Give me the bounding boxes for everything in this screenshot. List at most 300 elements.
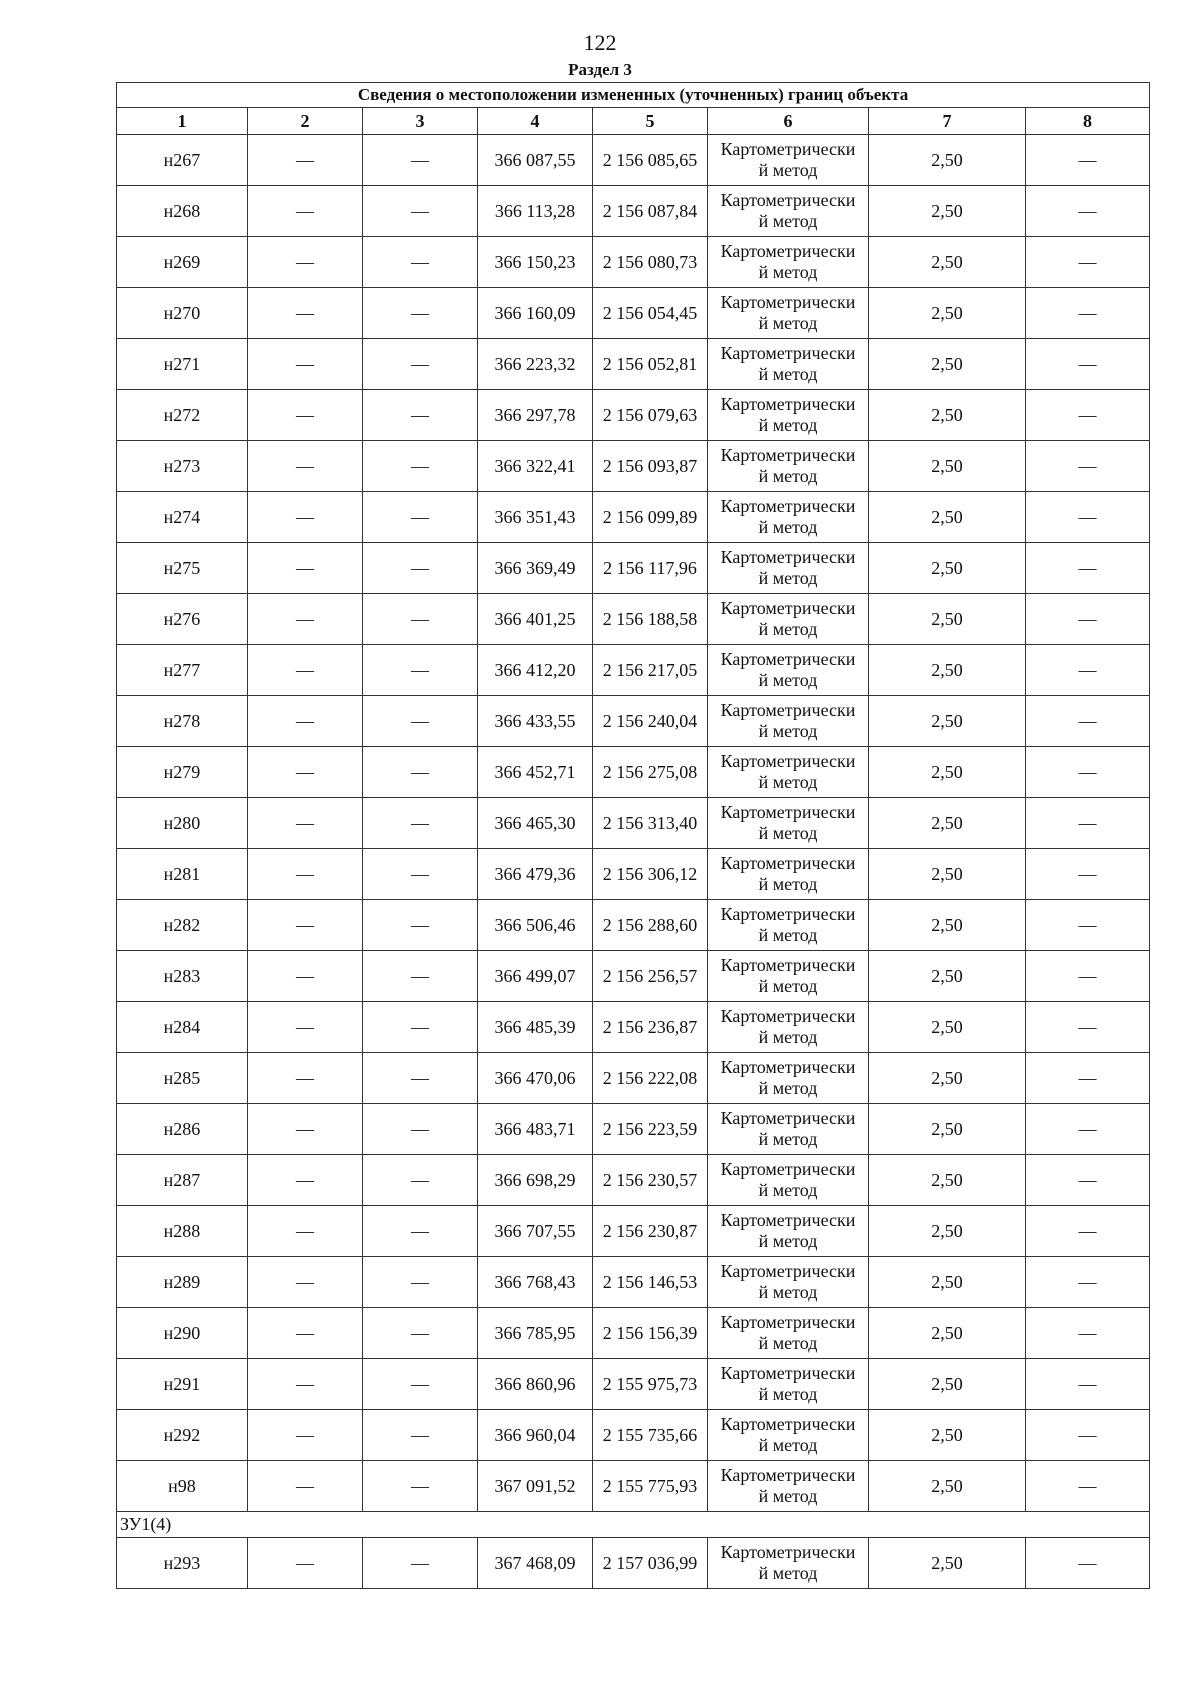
x-coordinate-cell: 366 412,20: [478, 645, 593, 696]
table-row: [117, 339, 1150, 390]
table-row: [117, 900, 1150, 951]
method-line: Картометрически: [720, 598, 856, 618]
method-line: Картометрически: [720, 853, 856, 873]
method-line: Картометрически: [720, 445, 856, 465]
x-coordinate-cell: 366 479,36: [478, 849, 593, 900]
dash-cell: —: [248, 1257, 363, 1308]
method-cell: [708, 900, 869, 951]
y-coordinate-cell: 2 156 085,65: [593, 135, 708, 186]
dash-cell: —: [1026, 900, 1150, 951]
x-coordinate-cell: 366 351,43: [478, 492, 593, 543]
accuracy-cell: 2,50: [869, 237, 1026, 288]
point-cell: н277: [117, 645, 248, 696]
y-coordinate-cell: 2 156 222,08: [593, 1053, 708, 1104]
method-line: й метод: [758, 925, 818, 945]
dash-cell: —: [363, 645, 478, 696]
method-line: й метод: [758, 1180, 818, 1200]
method-line: Картометрически: [720, 1006, 856, 1026]
accuracy-cell: 2,50: [869, 441, 1026, 492]
point-cell: н273: [117, 441, 248, 492]
table-caption-row: [117, 83, 1150, 108]
dash-cell: —: [248, 1002, 363, 1053]
accuracy-cell: 2,50: [869, 900, 1026, 951]
table-row: [117, 1155, 1150, 1206]
dash-cell: —: [248, 492, 363, 543]
dash-cell: —: [248, 288, 363, 339]
dash-cell: —: [363, 390, 478, 441]
table-row: [117, 1538, 1150, 1589]
method-cell: [708, 1461, 869, 1512]
dash-cell: —: [248, 849, 363, 900]
method-line: й метод: [758, 517, 818, 537]
point-cell: н281: [117, 849, 248, 900]
method-line: й метод: [758, 568, 818, 588]
method-cell: [708, 288, 869, 339]
accuracy-cell: 2,50: [869, 1359, 1026, 1410]
table-row: [117, 1461, 1150, 1512]
method-line: Картометрически: [720, 751, 856, 771]
method-cell: [708, 1410, 869, 1461]
method-cell: [708, 849, 869, 900]
dash-cell: —: [363, 1002, 478, 1053]
method-line: Картометрически: [720, 1210, 856, 1230]
dash-cell: —: [363, 747, 478, 798]
table-row: [117, 1359, 1150, 1410]
column-header: 2: [248, 108, 363, 135]
dash-cell: —: [248, 1538, 363, 1589]
method-line: Картометрически: [720, 343, 856, 363]
x-coordinate-cell: 366 860,96: [478, 1359, 593, 1410]
column-header: 6: [708, 108, 869, 135]
method-cell: [708, 441, 869, 492]
accuracy-cell: 2,50: [869, 1206, 1026, 1257]
dash-cell: —: [248, 441, 363, 492]
method-cell: [708, 1206, 869, 1257]
method-cell: [708, 951, 869, 1002]
x-coordinate-cell: 366 401,25: [478, 594, 593, 645]
point-cell: н293: [117, 1538, 248, 1589]
dash-cell: —: [248, 135, 363, 186]
dash-cell: —: [1026, 441, 1150, 492]
x-coordinate-cell: 366 452,71: [478, 747, 593, 798]
dash-cell: —: [1026, 747, 1150, 798]
accuracy-cell: 2,50: [869, 492, 1026, 543]
y-coordinate-cell: 2 156 230,87: [593, 1206, 708, 1257]
dash-cell: —: [363, 798, 478, 849]
dash-cell: —: [363, 1155, 478, 1206]
method-line: Картометрически: [720, 496, 856, 516]
method-line: й метод: [758, 1333, 818, 1353]
table-row: [117, 1053, 1150, 1104]
method-line: Картометрически: [720, 547, 856, 567]
table-row: [117, 1002, 1150, 1053]
dash-cell: —: [363, 1308, 478, 1359]
accuracy-cell: 2,50: [869, 1538, 1026, 1589]
point-cell: н280: [117, 798, 248, 849]
accuracy-cell: 2,50: [869, 1002, 1026, 1053]
method-cell: [708, 696, 869, 747]
y-coordinate-cell: 2 156 146,53: [593, 1257, 708, 1308]
method-cell: [708, 492, 869, 543]
y-coordinate-cell: 2 156 156,39: [593, 1308, 708, 1359]
table-row: [117, 543, 1150, 594]
dash-cell: —: [248, 747, 363, 798]
x-coordinate-cell: 366 160,09: [478, 288, 593, 339]
dash-cell: —: [248, 951, 363, 1002]
method-cell: [708, 1538, 869, 1589]
method-line: й метод: [758, 721, 818, 741]
dash-cell: —: [363, 594, 478, 645]
point-cell: н274: [117, 492, 248, 543]
method-line: Картометрически: [720, 1465, 856, 1485]
dash-cell: —: [1026, 237, 1150, 288]
column-header: 7: [869, 108, 1026, 135]
dash-cell: —: [248, 543, 363, 594]
point-cell: н286: [117, 1104, 248, 1155]
y-coordinate-cell: 2 155 775,93: [593, 1461, 708, 1512]
dash-cell: —: [363, 1461, 478, 1512]
dash-cell: —: [248, 339, 363, 390]
dash-cell: —: [363, 339, 478, 390]
accuracy-cell: 2,50: [869, 135, 1026, 186]
dash-cell: —: [1026, 1308, 1150, 1359]
dash-cell: —: [1026, 390, 1150, 441]
table-row: [117, 798, 1150, 849]
dash-cell: —: [363, 543, 478, 594]
table-row: [117, 594, 1150, 645]
dash-cell: —: [248, 1410, 363, 1461]
x-coordinate-cell: 366 322,41: [478, 441, 593, 492]
accuracy-cell: 2,50: [869, 645, 1026, 696]
y-coordinate-cell: 2 156 080,73: [593, 237, 708, 288]
x-coordinate-cell: 366 768,43: [478, 1257, 593, 1308]
method-cell: [708, 543, 869, 594]
dash-cell: —: [1026, 186, 1150, 237]
method-cell: [708, 798, 869, 849]
table-row: [117, 390, 1150, 441]
accuracy-cell: 2,50: [869, 1155, 1026, 1206]
table-row: [117, 1104, 1150, 1155]
x-coordinate-cell: 366 223,32: [478, 339, 593, 390]
dash-cell: —: [248, 1155, 363, 1206]
dash-cell: —: [363, 900, 478, 951]
method-cell: [708, 1308, 869, 1359]
method-line: й метод: [758, 1384, 818, 1404]
y-coordinate-cell: 2 156 275,08: [593, 747, 708, 798]
accuracy-cell: 2,50: [869, 339, 1026, 390]
dash-cell: —: [363, 1053, 478, 1104]
point-cell: н279: [117, 747, 248, 798]
x-coordinate-cell: 366 150,23: [478, 237, 593, 288]
dash-cell: —: [248, 390, 363, 441]
method-cell: [708, 594, 869, 645]
y-coordinate-cell: 2 155 735,66: [593, 1410, 708, 1461]
y-coordinate-cell: 2 156 217,05: [593, 645, 708, 696]
dash-cell: —: [363, 951, 478, 1002]
method-line: й метод: [758, 415, 818, 435]
method-line: Картометрически: [720, 241, 856, 261]
table-row: [117, 747, 1150, 798]
dash-cell: —: [363, 135, 478, 186]
method-line: Картометрически: [720, 700, 856, 720]
x-coordinate-cell: 366 470,06: [478, 1053, 593, 1104]
method-line: й метод: [758, 1129, 818, 1149]
column-header: 8: [1026, 108, 1150, 135]
accuracy-cell: 2,50: [869, 1257, 1026, 1308]
dash-cell: —: [363, 849, 478, 900]
y-coordinate-cell: 2 156 093,87: [593, 441, 708, 492]
dash-cell: —: [1026, 1359, 1150, 1410]
point-cell: н283: [117, 951, 248, 1002]
dash-cell: —: [248, 1206, 363, 1257]
point-cell: н291: [117, 1359, 248, 1410]
point-cell: н98: [117, 1461, 248, 1512]
dash-cell: —: [363, 492, 478, 543]
dash-cell: —: [363, 1257, 478, 1308]
point-cell: н276: [117, 594, 248, 645]
method-line: Картометрически: [720, 1159, 856, 1179]
method-line: Картометрически: [720, 1542, 856, 1562]
accuracy-cell: 2,50: [869, 1410, 1026, 1461]
dash-cell: —: [1026, 1257, 1150, 1308]
point-cell: н268: [117, 186, 248, 237]
method-line: й метод: [758, 976, 818, 996]
dash-cell: —: [1026, 339, 1150, 390]
method-line: й метод: [758, 1563, 818, 1583]
table-row: [117, 1410, 1150, 1461]
method-cell: [708, 1257, 869, 1308]
method-cell: [708, 645, 869, 696]
y-coordinate-cell: 2 156 099,89: [593, 492, 708, 543]
table-row: [117, 237, 1150, 288]
x-coordinate-cell: 366 369,49: [478, 543, 593, 594]
point-cell: н269: [117, 237, 248, 288]
accuracy-cell: 2,50: [869, 1461, 1026, 1512]
x-coordinate-cell: 366 087,55: [478, 135, 593, 186]
point-cell: н267: [117, 135, 248, 186]
y-coordinate-cell: 2 156 313,40: [593, 798, 708, 849]
dash-cell: —: [248, 1308, 363, 1359]
x-coordinate-cell: 366 113,28: [478, 186, 593, 237]
method-line: й метод: [758, 466, 818, 486]
table-row: [117, 951, 1150, 1002]
dash-cell: —: [248, 1359, 363, 1410]
table-row: [117, 849, 1150, 900]
dash-cell: —: [1026, 1538, 1150, 1589]
y-coordinate-cell: 2 155 975,73: [593, 1359, 708, 1410]
method-line: Картометрически: [720, 904, 856, 924]
method-line: й метод: [758, 1486, 818, 1506]
dash-cell: —: [1026, 1155, 1150, 1206]
method-line: й метод: [758, 1231, 818, 1251]
accuracy-cell: 2,50: [869, 849, 1026, 900]
method-line: Картометрически: [720, 1108, 856, 1128]
dash-cell: —: [1026, 1461, 1150, 1512]
accuracy-cell: 2,50: [869, 798, 1026, 849]
y-coordinate-cell: 2 156 117,96: [593, 543, 708, 594]
dash-cell: —: [1026, 951, 1150, 1002]
dash-cell: —: [248, 1104, 363, 1155]
method-cell: [708, 390, 869, 441]
column-header: 5: [593, 108, 708, 135]
dash-cell: —: [1026, 594, 1150, 645]
table-row: [117, 1206, 1150, 1257]
method-line: Картометрически: [720, 1057, 856, 1077]
table-row: [117, 696, 1150, 747]
method-cell: [708, 747, 869, 798]
accuracy-cell: 2,50: [869, 390, 1026, 441]
method-line: Картометрически: [720, 955, 856, 975]
dash-cell: —: [1026, 1206, 1150, 1257]
method-line: й метод: [758, 364, 818, 384]
table-row: [117, 135, 1150, 186]
y-coordinate-cell: 2 156 288,60: [593, 900, 708, 951]
y-coordinate-cell: 2 156 223,59: [593, 1104, 708, 1155]
column-header: 4: [478, 108, 593, 135]
x-coordinate-cell: 366 707,55: [478, 1206, 593, 1257]
point-cell: н278: [117, 696, 248, 747]
x-coordinate-cell: 366 465,30: [478, 798, 593, 849]
method-line: Картометрически: [720, 292, 856, 312]
page-number: 122: [583, 30, 617, 55]
dash-cell: —: [1026, 288, 1150, 339]
accuracy-cell: 2,50: [869, 1308, 1026, 1359]
method-line: й метод: [758, 1435, 818, 1455]
method-line: й метод: [758, 619, 818, 639]
method-line: й метод: [758, 772, 818, 792]
y-coordinate-cell: 2 156 188,58: [593, 594, 708, 645]
point-cell: н289: [117, 1257, 248, 1308]
method-line: Картометрически: [720, 1363, 856, 1383]
method-line: й метод: [758, 874, 818, 894]
accuracy-cell: 2,50: [869, 951, 1026, 1002]
y-coordinate-cell: 2 156 240,04: [593, 696, 708, 747]
group-row: [117, 1512, 1150, 1538]
method-line: й метод: [758, 160, 818, 180]
point-cell: н282: [117, 900, 248, 951]
y-coordinate-cell: 2 156 256,57: [593, 951, 708, 1002]
accuracy-cell: 2,50: [869, 288, 1026, 339]
method-line: Картометрически: [720, 190, 856, 210]
table-caption: Сведения о местоположении измененных (уточненных) границ объекта: [117, 83, 1150, 108]
point-cell: н275: [117, 543, 248, 594]
method-line: й метод: [758, 1282, 818, 1302]
method-line: Картометрически: [720, 1312, 856, 1332]
accuracy-cell: 2,50: [869, 747, 1026, 798]
point-cell: н272: [117, 390, 248, 441]
accuracy-cell: 2,50: [869, 186, 1026, 237]
accuracy-cell: 2,50: [869, 1104, 1026, 1155]
y-coordinate-cell: 2 156 054,45: [593, 288, 708, 339]
dash-cell: —: [363, 1538, 478, 1589]
x-coordinate-cell: 366 960,04: [478, 1410, 593, 1461]
dash-cell: —: [1026, 1104, 1150, 1155]
x-coordinate-cell: 366 483,71: [478, 1104, 593, 1155]
group-label: ЗУ1(4): [117, 1512, 1150, 1538]
method-line: й метод: [758, 262, 818, 282]
x-coordinate-cell: 366 506,46: [478, 900, 593, 951]
dash-cell: —: [363, 696, 478, 747]
column-header: 3: [363, 108, 478, 135]
point-cell: н271: [117, 339, 248, 390]
coordinates-table: [116, 82, 1150, 1589]
y-coordinate-cell: 2 156 306,12: [593, 849, 708, 900]
dash-cell: —: [248, 594, 363, 645]
x-coordinate-cell: 366 499,07: [478, 951, 593, 1002]
dash-cell: —: [1026, 1053, 1150, 1104]
method-line: Картометрически: [720, 139, 856, 159]
accuracy-cell: 2,50: [869, 696, 1026, 747]
dash-cell: —: [363, 1104, 478, 1155]
table-row: [117, 186, 1150, 237]
dash-cell: —: [1026, 543, 1150, 594]
point-cell: н270: [117, 288, 248, 339]
accuracy-cell: 2,50: [869, 1053, 1026, 1104]
dash-cell: —: [363, 288, 478, 339]
dash-cell: —: [363, 441, 478, 492]
table-row: [117, 288, 1150, 339]
y-coordinate-cell: 2 156 236,87: [593, 1002, 708, 1053]
point-cell: н284: [117, 1002, 248, 1053]
dash-cell: —: [1026, 492, 1150, 543]
point-cell: н288: [117, 1206, 248, 1257]
method-cell: [708, 186, 869, 237]
dash-cell: —: [1026, 849, 1150, 900]
method-cell: [708, 1155, 869, 1206]
method-line: Картометрически: [720, 394, 856, 414]
x-coordinate-cell: 367 091,52: [478, 1461, 593, 1512]
method-cell: [708, 1359, 869, 1410]
y-coordinate-cell: 2 156 230,57: [593, 1155, 708, 1206]
point-cell: н292: [117, 1410, 248, 1461]
point-cell: н287: [117, 1155, 248, 1206]
dash-cell: —: [248, 237, 363, 288]
accuracy-cell: 2,50: [869, 543, 1026, 594]
table-row: [117, 1257, 1150, 1308]
dash-cell: —: [248, 696, 363, 747]
column-header: 1: [117, 108, 248, 135]
method-cell: [708, 135, 869, 186]
table-row: [117, 492, 1150, 543]
y-coordinate-cell: 2 157 036,99: [593, 1538, 708, 1589]
point-cell: н290: [117, 1308, 248, 1359]
method-line: й метод: [758, 823, 818, 843]
method-line: й метод: [758, 211, 818, 231]
dash-cell: —: [1026, 1002, 1150, 1053]
dash-cell: —: [1026, 1410, 1150, 1461]
method-line: Картометрически: [720, 1414, 856, 1434]
method-line: й метод: [758, 313, 818, 333]
dash-cell: —: [363, 237, 478, 288]
method-line: Картометрически: [720, 649, 856, 669]
method-cell: [708, 237, 869, 288]
method-line: Картометрически: [720, 1261, 856, 1281]
x-coordinate-cell: 366 485,39: [478, 1002, 593, 1053]
table-row: [117, 1308, 1150, 1359]
accuracy-cell: 2,50: [869, 594, 1026, 645]
dash-cell: —: [363, 1410, 478, 1461]
method-cell: [708, 1104, 869, 1155]
table-body: [117, 83, 1150, 1589]
dash-cell: —: [248, 1053, 363, 1104]
column-header-row: [117, 108, 1150, 135]
y-coordinate-cell: 2 156 079,63: [593, 390, 708, 441]
method-line: й метод: [758, 670, 818, 690]
dash-cell: —: [248, 645, 363, 696]
x-coordinate-cell: 366 433,55: [478, 696, 593, 747]
dash-cell: —: [1026, 696, 1150, 747]
method-line: Картометрически: [720, 802, 856, 822]
